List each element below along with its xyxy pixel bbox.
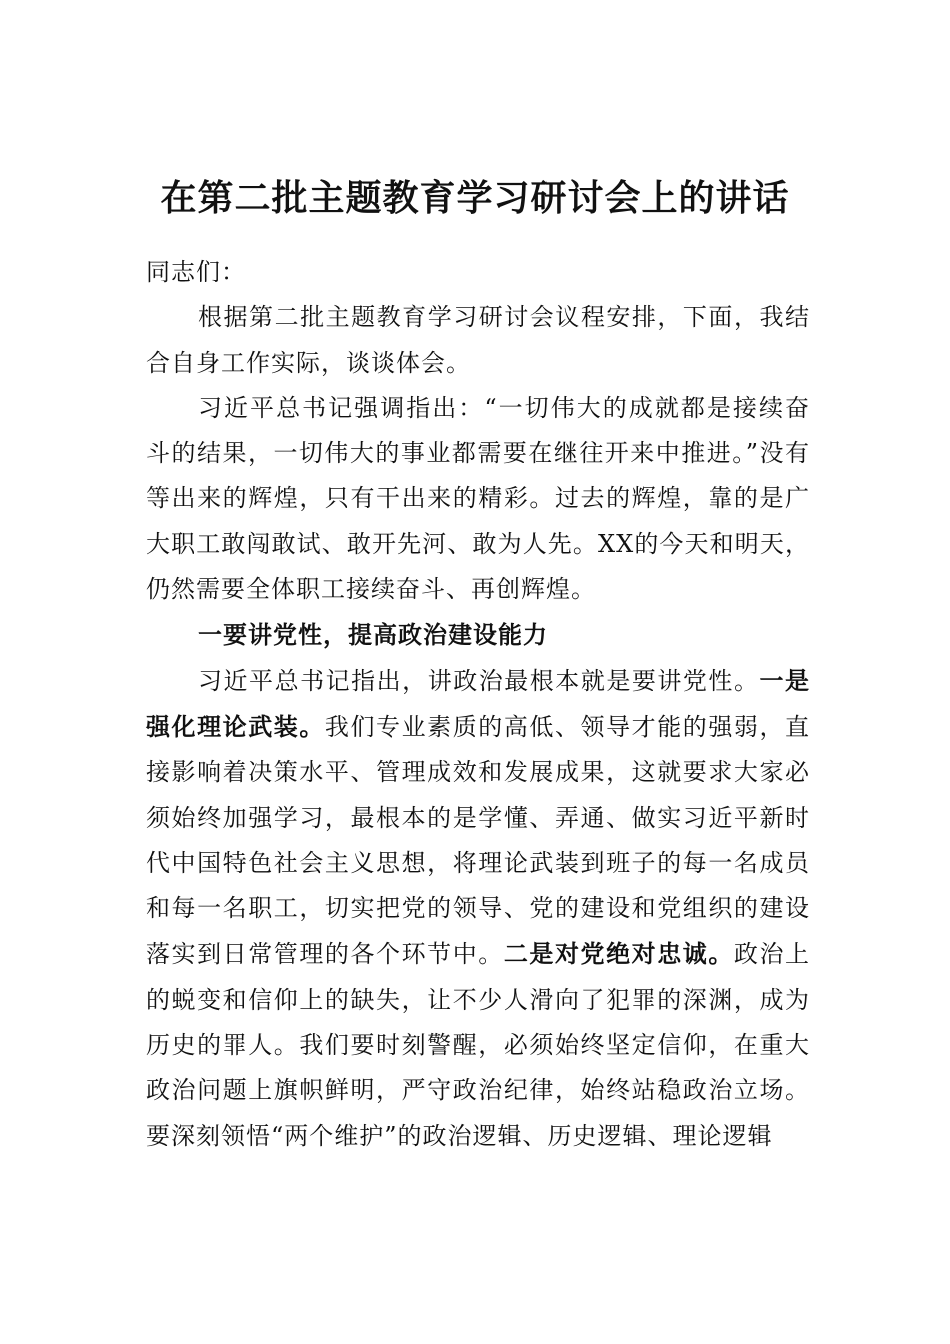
point-2-text: 政治上的蜕变和信仰上的缺失，让不少人滑向了犯罪的深渊，成为历史的罪人。我们要时刻警醒，必须始终坚定信仰，在重大政治问题上旗帜鲜明，严守政治纪律，始终站稳政治立场。要深刻领悟“两个维护”的政治逻辑、历史逻辑、理论逻辑 xyxy=(146,940,811,1150)
section-lead-text: 习近平总书记指出，讲政治最根本就是要讲党性。 xyxy=(198,666,760,695)
paragraph-quote: 习近平总书记强调指出：“一切伟大的成就都是接续奋斗的结果，一切伟大的事业都需要在继往开来中推进。”没有等出来的辉煌，只有干出来的精彩。过去的辉煌，靠的是广大职工敢闯敢试、敢开先河、敢为人先。XX的今天和明天，仍然需要全体职工接续奋斗、再创辉煌。 xyxy=(146,393,810,604)
paragraph-section-1 xyxy=(146,658,810,1159)
salutation: 同志们： xyxy=(146,258,246,286)
point-1-text: 我们专业素质的高低、领导才能的强弱，直接影响着决策水平、管理成效和发展成果，这就要求大家必须始终加强学习，最根本的是学懂、弄通、做实习近平新时代中国特色社会主义思想，将理论武装到班子的每一名成员和每一名职工，切实把党的领导、党的建设和党组织的建设落实到日常管理的各个环节中。 xyxy=(146,712,811,969)
point-1-title: 一是强化理论武装。 xyxy=(146,665,811,741)
point-2-title: 二是对党绝对忠诚。 xyxy=(503,939,734,969)
section-heading: 一要讲党性，提高政治建设能力 xyxy=(198,620,548,650)
document-title: 在第二批主题教育学习研讨会上的讲话 xyxy=(160,177,790,219)
paragraph-intro: 根据第二批主题教育学习研讨会议程安排，下面，我结合自身工作实际，谈谈体会。 xyxy=(146,303,810,377)
document-body xyxy=(146,250,810,1159)
